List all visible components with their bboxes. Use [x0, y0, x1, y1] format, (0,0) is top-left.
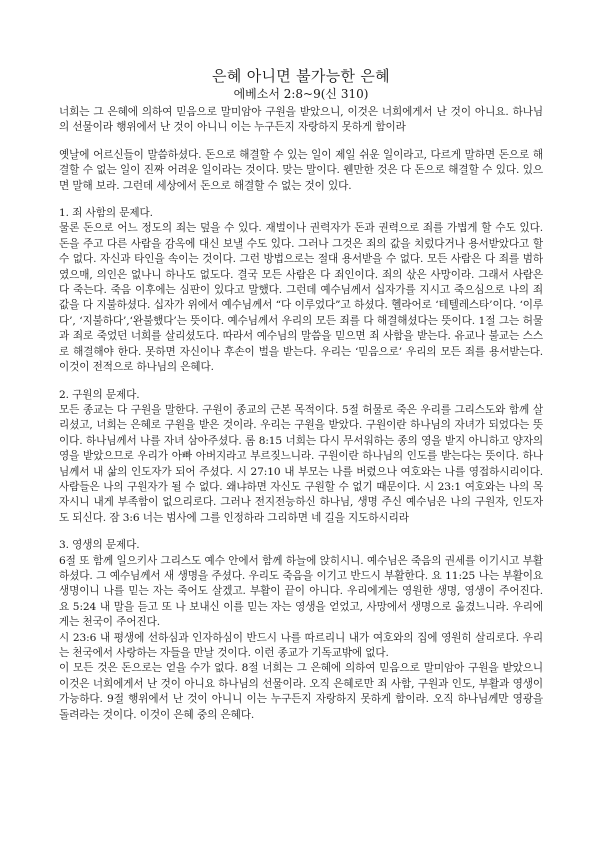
page-title: 은혜 아니면 불가능한 은혜 [212, 67, 390, 85]
section-heading: 3. 영생의 문제다. [59, 539, 140, 552]
section-body: 6절 또 함께 일으키사 그리스도 예수 안에서 함께 하늘에 앉히시니. 예수님은 죽음의 권세를 이기시고 부활하셨다. 그 예수님께서 새 생명을 주셨다. 우리도 죽음을 이기고 반드시 부활한다. 요 11:25 나는 부활이요 생명이니 나를 믿는 자는 죽어도 살겠고. 부활이 끝이 아니다. 우리에게는 영원한 생명, 영생이 주어진다. 요 5:24 내 말을 듣고 또 나 보내신 이를 믿는 자는 영생을 얻었고, 사망에서 생명으로 옮겼느니라. 우리에게는 천국이 주어진다. [59, 554, 543, 629]
intro-paragraph: 너희는 그 은혜에 의하여 믿음으로 말미암아 구원을 받았으니, 이것은 너희에게서 난 것이 아니요. 하나님의 선물이라 행위에서 난 것이 아니니 이는 누구든지 자랑하지 못하게 함이라 [59, 106, 543, 134]
section-body: 물론 돈으로 어느 정도의 죄는 덮을 수 있다. 재벌이나 권력자가 돈과 권력으로 죄를 가볍게 할 수도 있다. 돈을 주고 다른 사람을 감옥에 대신 보낼 수도 있다. 그러나 그것은 죄의 값을 치렀다거나 용서받았다고 할 수 없다. 자신과 타인을 속이는 것이다. 그런 방법으로는 절대 용서받을 수 없다. 모든 사람은 다 죄를 범하였으매, 의인은 없나니 하나도 없도다. 결국 모든 사람은 다 죄인이다. 죄의 삯은 사망이라. 그래서 사람은 다 죽는다. 죽음 이후에는 심판이 있다고 말했다. 그런데 예수님께서 십자가를 지시고 죽으심으로 나의 죄값을 다 지불하셨다. 십자가 위에서 예수님께서 “다 이루었다”고 하셨다. 헬라어로 ‘테텔레스타’이다. ‘이루다’, ‘지불하다’,‘완불했다’는 뜻이다. 예수님께서 우리의 모든 죄를 다 해결해셨다는 뜻이다. 1절 그는 허물과 죄로 죽었던 너희를 살리셨도다. 따라서 예수님의 말씀을 믿으면 죄 사함을 받는다. 유교나 불교는 스스로 해결해야 한다. 못하면 자신이나 후손이 벌을 받는다. 우리는 ‘믿음으로’ 우리의 모든 죄를 용서받는다. 이것이 전적으로 하나님의 은혜다. [59, 222, 543, 374]
closing-paragraph: 이 모든 것은 돈으로는 얻을 수가 없다. 8절 너희는 그 은혜에 의하여 믿음으로 말미암아 구원을 받았으니 이것은 너희에게서 난 것이 아니요 하나님의 선물이라. 오직 은혜로만 죄 사함, 구원과 인도, 부활과 영생이 가능하다. 9절 행위에서 난 것이 아니니 이는 누구든지 자랑하지 못하게 함이라. 오직 하나님께만 영광을 돌려라는 것이다. 이것이 은혜 중의 은혜다. [59, 662, 543, 721]
document-page [59, 66, 543, 723]
section-heading: 2. 구원의 문제다. [59, 388, 140, 401]
section-body-continued: 시 23:6 내 평생에 선하심과 인자하심이 반드시 나를 따르리니 내가 여호와의 집에 영원히 살리로다. 우리는 천국에서 사랑하는 자들을 만날 것이다. 이런 종교가 기독교밖에 없다. [59, 631, 543, 659]
section-body: 모든 종교는 다 구원을 말한다. 구원이 종교의 근본 목적이다. 5절 허물로 죽은 우리를 그리스도와 함께 살리셨고, 너희는 은혜로 구원을 받은 것이라. 우리는 구원을 받았다. 구원이란 하나님의 자녀가 되었다는 뜻이다. 하나님께서 나를 자녀 삼아주셨다. 롬 8:15 너희는 다시 무서워하는 종의 영을 받지 아니하고 양자의 영을 받았으므로 우리가 아빠 아버지라고 부르짖느니라. 구원이란 하나님의 인도를 받는다는 뜻이다. 하나님께서 내 삶의 인도자가 되어 주셨다. 시 27:10 내 부모는 나를 버렸으나 여호와는 나를 영접하시리이다. 사람들은 나의 구원자가 될 수 없다. 왜냐하면 자신도 구원할 수 없기 때문이다. 시 23:1 여호와는 나의 목자시니 내게 부족함이 없으리로다. 그러나 전지전능하신 하나님, 생명 주신 예수님은 나의 구원자, 인도자도 되신다. 잠 3:6 너는 범사에 그를 인정하라 그리하면 네 길을 지도하시리라 [59, 403, 543, 524]
section-heading: 1. 죄 사함의 문제다. [59, 207, 153, 220]
opening-paragraph: 옛날에 어르신들이 말씀하셨다. 돈으로 해결할 수 있는 일이 제일 쉬운 일이라고, 다르게 말하면 돈으로 해결할 수 없는 일이 진짜 어려운 일이라는 것이다. 맞는 말이다. 웬만한 것은 다 돈으로 해결할 수 있다. 있으면 말해 보라. 그런데 세상에서 돈으로 해결할 수 없는 것이 있다. [59, 148, 543, 192]
scripture-reference: 에베소서 2:8~9(신 310) [233, 87, 369, 101]
